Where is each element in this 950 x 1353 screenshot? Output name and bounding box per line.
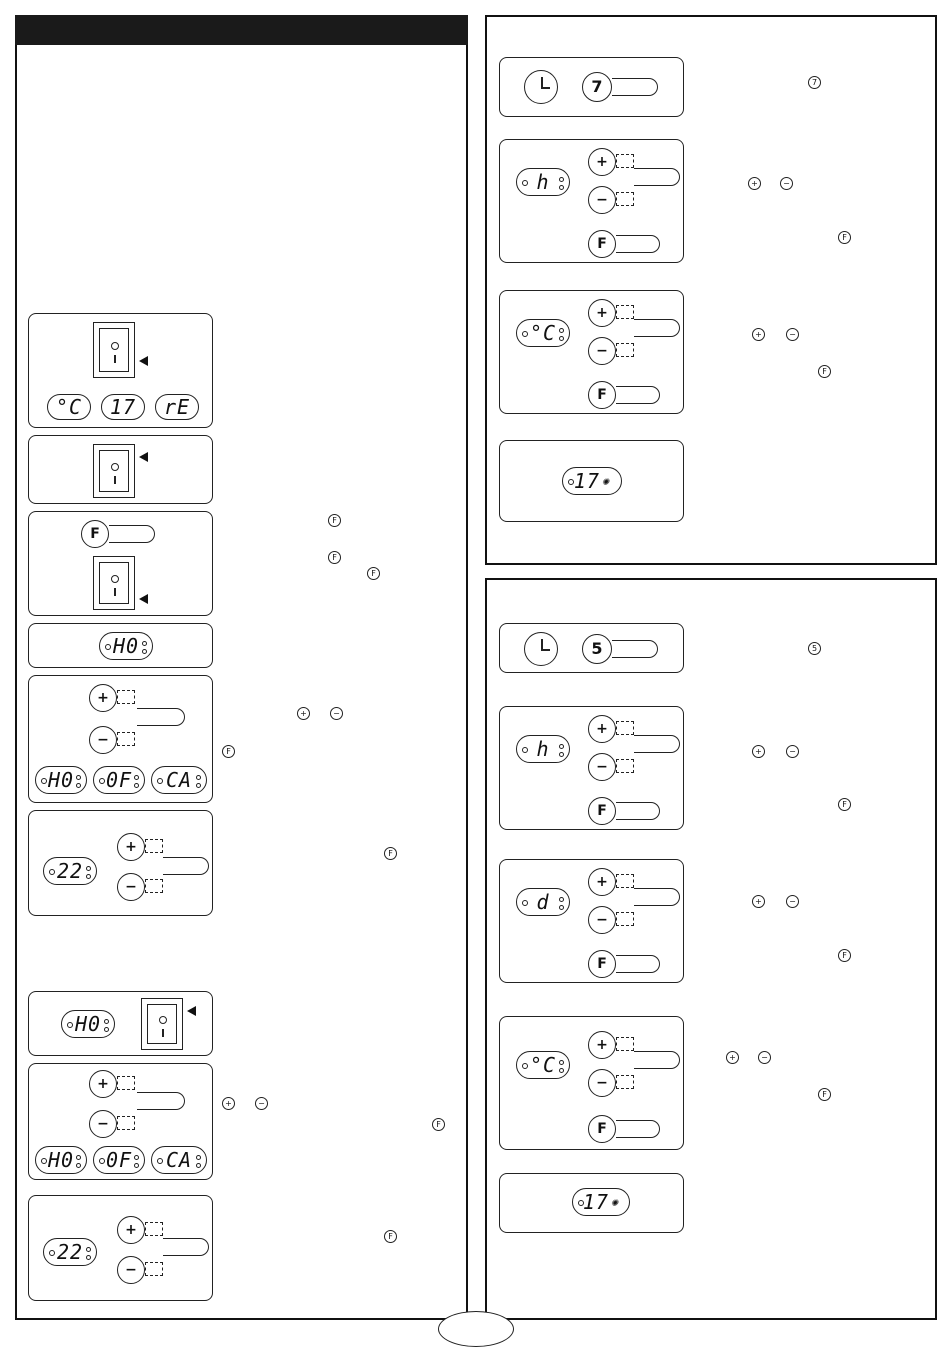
f-icon: F [384,847,397,860]
plus-button-icon: + [588,868,616,896]
display-ca: CA [151,1146,207,1174]
dashed-finger-icon [117,732,135,746]
plus-icon: + [726,1051,739,1064]
display-17: 17 [101,394,145,420]
display-h0: H0 [99,632,153,660]
dashed-finger-icon [145,1262,163,1276]
display-h0: H0 [61,1010,115,1038]
panel-set-temperature-2 [499,1016,684,1150]
plus-icon: + [752,328,765,341]
display-re: rE [155,394,199,420]
f-icon: F [328,514,341,527]
plus-button-icon: + [588,1031,616,1059]
arrow-icon [139,594,148,604]
finger-icon [163,857,209,875]
panel-power-off [28,435,213,504]
finger-icon [634,735,680,753]
power-switch-icon [93,556,135,610]
display-17: 17 ✺ [562,467,622,495]
panel-set-day [499,859,684,983]
finger-icon [634,1051,680,1069]
plus-icon: + [222,1097,235,1110]
finger-icon [163,1238,209,1256]
dashed-finger-icon [145,839,163,853]
plus-button-icon: + [89,1070,117,1098]
panel-display-h0 [28,623,213,668]
f-button-icon: F [588,1115,616,1143]
finger-icon [634,319,680,337]
f-icon: F [367,567,380,580]
dashed-finger-icon [616,305,634,319]
panel-select-mode [28,675,213,803]
display-h0: H0 [35,766,87,794]
arrow-icon [139,356,148,366]
program-7-button-icon: 7 [582,72,612,102]
f-icon: F [222,745,235,758]
panel-set-temperature [499,290,684,414]
panel-program-7 [499,57,684,117]
finger-icon [616,386,660,404]
display-22: 22 [43,857,97,885]
display-h: h [516,735,570,763]
f-icon: F [838,231,851,244]
power-switch-icon [141,998,183,1050]
arrow-icon [187,1006,196,1016]
minus-button-icon: − [588,906,616,934]
plus-button-icon: + [588,299,616,327]
dashed-finger-icon [117,690,135,704]
f-icon: F [432,1118,445,1131]
display-17: 17 ✺ [572,1188,630,1216]
power-switch-icon [93,444,135,498]
plus-button-icon: + [117,1216,145,1244]
panel-h0-switch [28,991,213,1056]
panel-select-mode-2 [28,1063,213,1180]
minus-icon: − [255,1097,268,1110]
f-icon: F [818,1088,831,1101]
minus-icon: − [786,745,799,758]
dashed-finger-icon [616,1037,634,1051]
dashed-finger-icon [616,343,634,357]
display-0f: 0F [93,1146,145,1174]
dashed-finger-icon [616,192,634,206]
panel-set-hour [499,139,684,263]
minus-icon: − [786,895,799,908]
minus-button-icon: − [117,1256,145,1284]
finger-icon [634,168,680,186]
f-button-icon: F [588,797,616,825]
dashed-finger-icon [616,1075,634,1089]
panel-set-22 [28,810,213,916]
plus-icon: + [297,707,310,720]
display-ca: CA [151,766,207,794]
f-button-icon: F [588,230,616,258]
plus-icon: + [752,895,765,908]
panel-power-on-sequence [28,313,213,428]
finger-icon [616,235,660,253]
finger-icon [137,708,185,726]
finger-icon [612,78,658,96]
dashed-finger-icon [616,721,634,735]
program-5-icon: 5 [808,642,821,655]
finger-icon [634,888,680,906]
f-icon: F [384,1230,397,1243]
plus-icon: + [748,177,761,190]
minus-button-icon: − [588,753,616,781]
f-button-icon: F [588,950,616,978]
plus-button-icon: + [117,833,145,861]
dashed-finger-icon [616,874,634,888]
finger-icon [616,802,660,820]
arrow-icon [139,452,148,462]
dashed-finger-icon [117,1076,135,1090]
dashed-finger-icon [616,912,634,926]
display-d: d [516,888,570,916]
minus-icon: − [330,707,343,720]
minus-button-icon: − [89,1110,117,1138]
f-icon: F [838,798,851,811]
power-switch-icon [93,322,135,378]
minus-icon: − [780,177,793,190]
f-icon: F [328,551,341,564]
left-header-bar [15,15,468,45]
page-number-oval [438,1311,514,1347]
sun-icon: ✺ [601,474,611,488]
f-icon: F [838,949,851,962]
panel-display-17 [499,440,684,522]
panel-display-17-2 [499,1173,684,1233]
program-5-button-icon: 5 [582,634,612,664]
f-button-icon: F [81,520,109,548]
finger-icon [616,955,660,973]
panel-set-22-2 [28,1195,213,1301]
minus-icon: − [786,328,799,341]
plus-icon: + [752,745,765,758]
display-0f: 0F [93,766,145,794]
program-7-icon: 7 [808,76,821,89]
finger-icon [616,1120,660,1138]
display-degree: °C [516,319,570,347]
dashed-finger-icon [616,154,634,168]
display-h0: H0 [35,1146,87,1174]
minus-icon: − [758,1051,771,1064]
display-h: h [516,168,570,196]
plus-button-icon: + [89,684,117,712]
clock-icon [524,632,558,666]
dashed-finger-icon [145,879,163,893]
finger-icon [612,640,658,658]
display-degree: °C [516,1051,570,1079]
minus-button-icon: − [89,726,117,754]
f-icon: F [818,365,831,378]
panel-f-and-switch [28,511,213,616]
minus-button-icon: − [588,186,616,214]
panel-set-hour-2 [499,706,684,830]
sun-icon: ✺ [610,1195,620,1209]
plus-button-icon: + [588,148,616,176]
finger-icon [137,1092,185,1110]
display-degree: °C [47,394,91,420]
plus-button-icon: + [588,715,616,743]
display-22: 22 [43,1238,97,1266]
finger-icon [109,525,155,543]
minus-button-icon: − [588,1069,616,1097]
minus-button-icon: − [117,873,145,901]
panel-program-5 [499,623,684,673]
dashed-finger-icon [616,759,634,773]
minus-button-icon: − [588,337,616,365]
clock-icon [524,70,558,104]
dashed-finger-icon [145,1222,163,1236]
dashed-finger-icon [117,1116,135,1130]
f-button-icon: F [588,381,616,409]
